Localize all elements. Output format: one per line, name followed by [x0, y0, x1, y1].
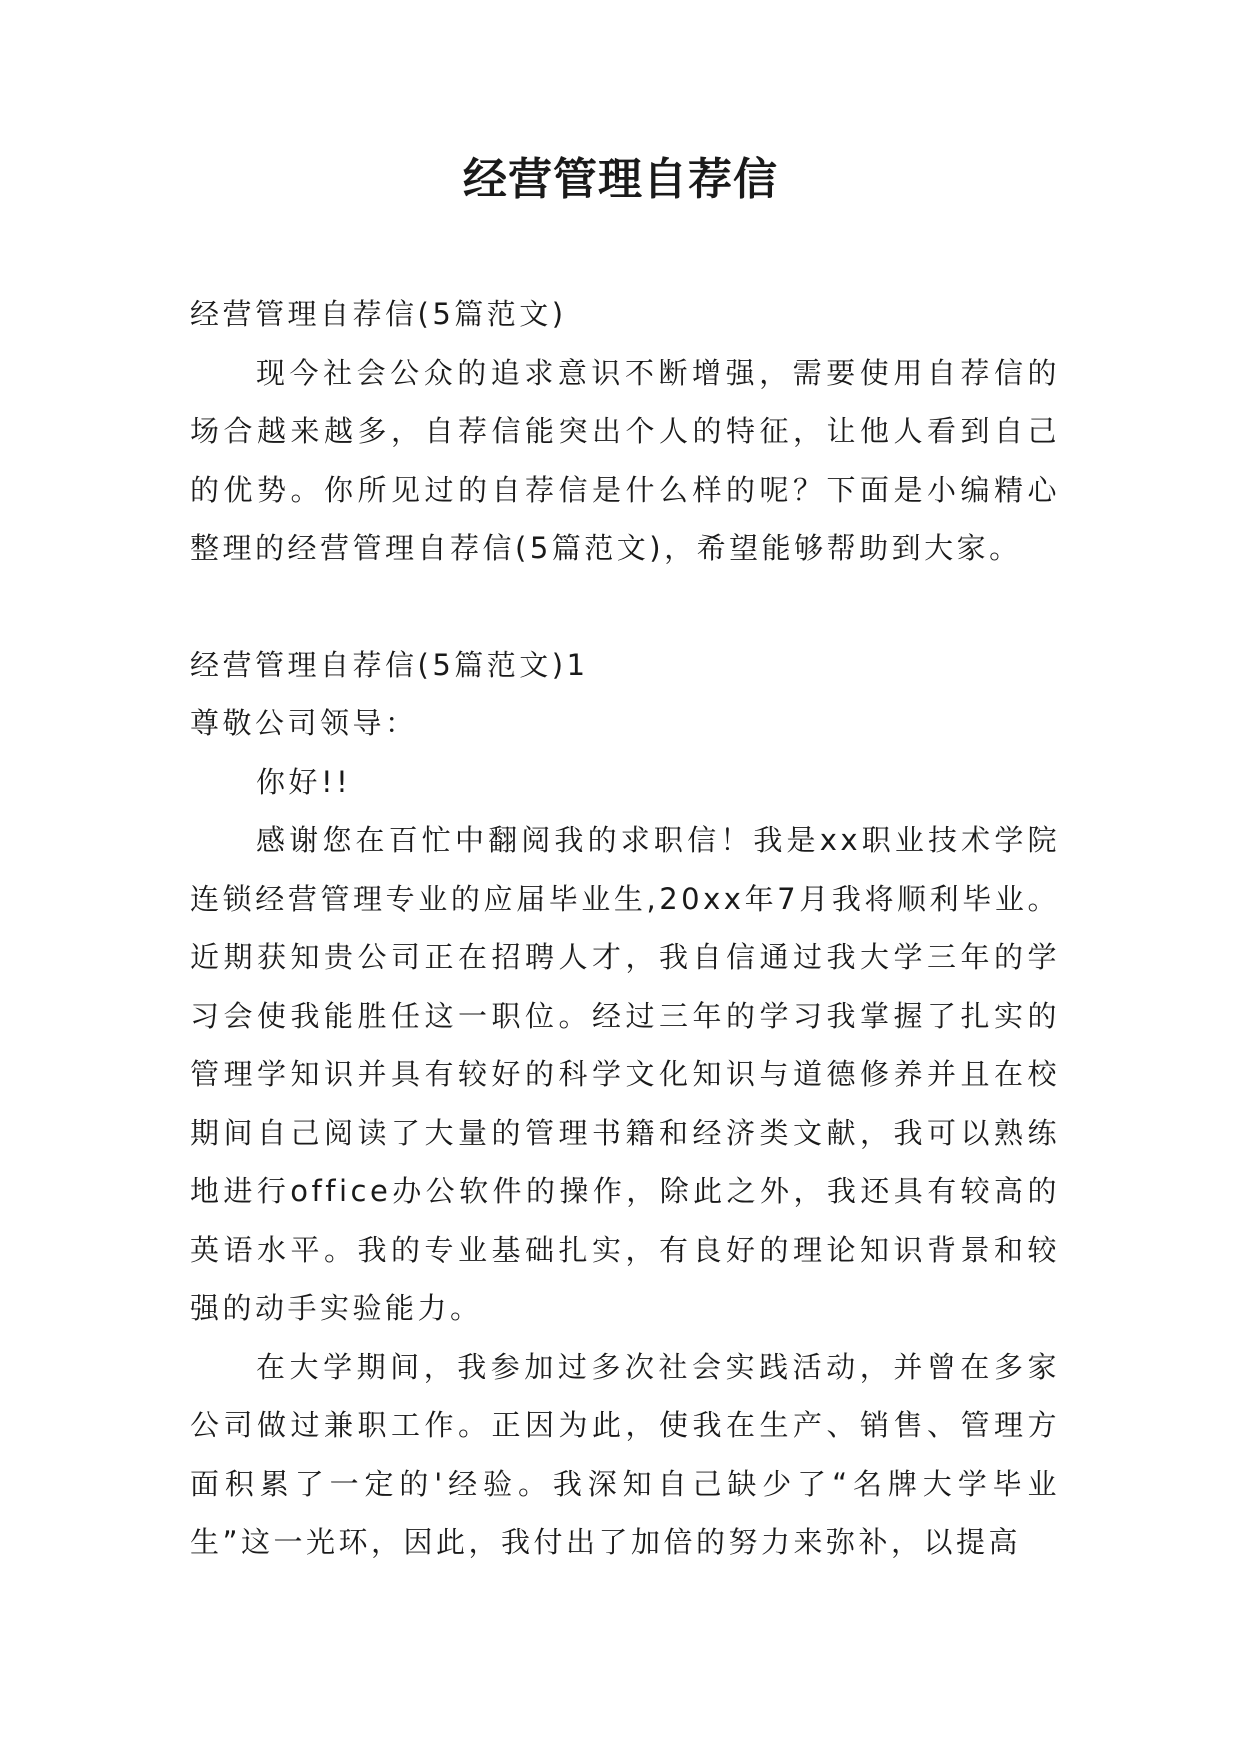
body-paragraph-1: 感谢您在百忙中翻阅我的求职信！我是xx职业技术学院连锁经营管理专业的应届毕业生,20xx年7月我将顺利毕业。近期获知贵公司正在招聘人才，我自信通过我大学三年的学习会使我能胜任这一职位。经过三年的学习我掌握了扎实的管理学知识并具有较好的科学文化知识与道德修养并且在校期间自己阅读了大量的管理书籍和经济类文献，我可以熟练地进行office办公软件的操作，除此之外，我还具有较高的英语水平。我的专业基础扎实，有良好的理论知识背景和较强的动手实验能力。 [190, 823, 1060, 1325]
body-paragraph-2: 在大学期间，我参加过多次社会实践活动，并曾在多家公司做过兼职工作。正因为此，使我在生产、销售、管理方面积累了一定的'经验。我深知自己缺少了“名牌大学毕业生”这一光环，因此，我付出了加倍的努力来弥补，以提高 [190, 1349, 1060, 1559]
document-body [190, 285, 1060, 1572]
subtitle: 经营管理自荐信(5篇范文) [190, 297, 567, 331]
spacer [190, 578, 1060, 636]
intro-paragraph: 现今社会公众的追求意识不断增强，需要使用自荐信的场合越来越多，自荐信能突出个人的特征，让他人看到自己的优势。你所见过的自荐信是什么样的呢？下面是小编精心整理的经营管理自荐信(5篇范文)，希望能够帮助到大家。 [190, 355, 1060, 565]
document-title: 经营管理自荐信 [463, 154, 778, 205]
greeting: 你好!! [256, 764, 352, 799]
salutation: 尊敬公司领导： [190, 706, 418, 740]
section-heading: 经营管理自荐信(5篇范文)1 [190, 647, 589, 682]
